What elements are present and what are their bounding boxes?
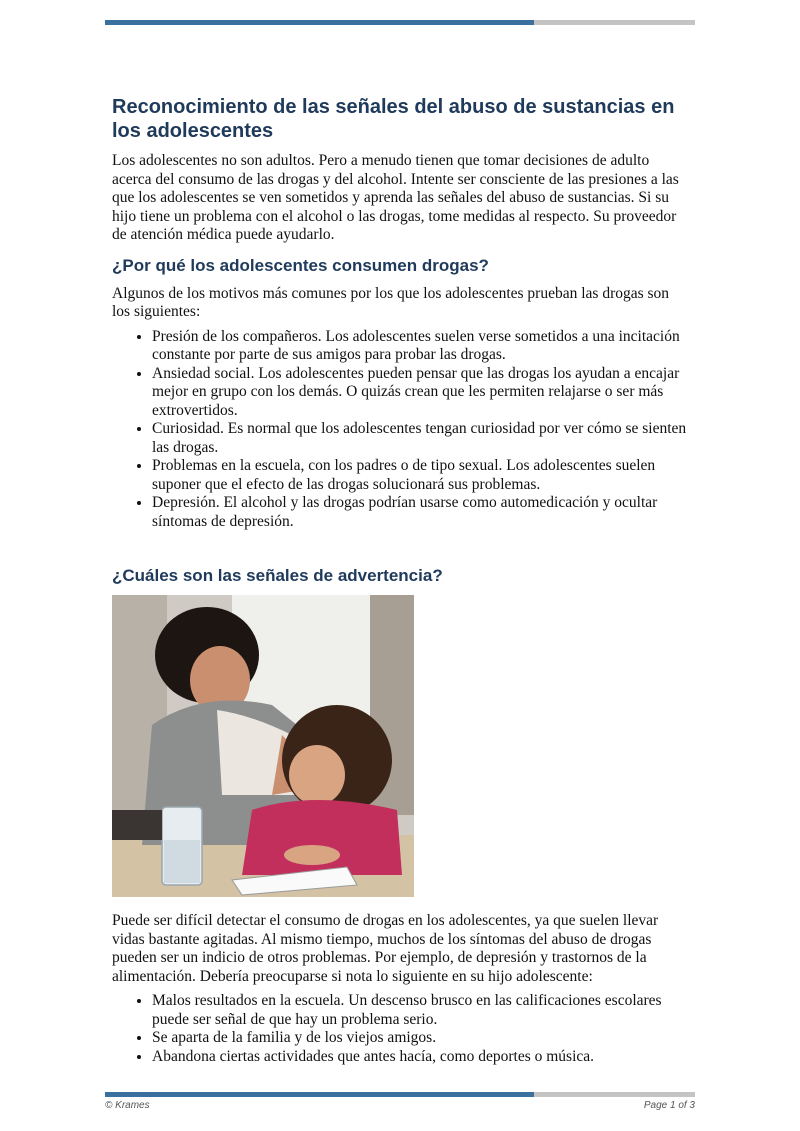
warning-signs-list — [112, 992, 688, 1066]
section-why-lead: Algunos de los motivos más comunes por los que los adolescentes prueban las drogas son los siguientes: — [112, 284, 670, 320]
top-progress-bar — [105, 20, 695, 25]
footer-copyright: © Krames — [105, 1100, 150, 1111]
footer-page-number: Page 1 of 3 — [643, 1100, 695, 1111]
reasons-list — [112, 328, 688, 532]
list-item: • Curiosidad. Es normal que los adolescentes tengan curiosidad por ver cómo se sienten las drogas. — [152, 420, 688, 457]
list-item: • Problemas en la escuela, con los padres o de tipo sexual. Los adolescentes suelen suponer que el efecto de las drogas solucionará sus problemas. — [152, 457, 688, 494]
list-item: • Ansiedad social. Los adolescentes pueden pensar que las drogas los ayudan a encajar mejor en grupo con los demás. O quizás crean que les permiten relajarse o ser más extrovertidos. — [152, 365, 688, 421]
page-title: Reconocimiento de las señales del abuso de sustancias en los adolescentes — [112, 96, 675, 142]
section-heading-warning-signs: ¿Cuáles son las señales de advertencia? — [112, 566, 443, 585]
list-item: • Abandona ciertas actividades que antes hacía, como deportes o música. — [152, 1048, 688, 1067]
list-item: • Malos resultados en la escuela. Un descenso brusco en las calificaciones escolares puede ser señal de que hay un problema serio. — [152, 992, 688, 1029]
photo-mother-and-daughter — [112, 595, 414, 897]
list-item: • Depresión. El alcohol y las drogas podrían usarse como automedicación y ocultar síntomas de depresión. — [152, 494, 688, 531]
document-body — [112, 95, 688, 1066]
list-item: • Se aparta de la familia y de los viejos amigos. — [152, 1029, 688, 1048]
section-warning-lead: Puede ser difícil detectar el consumo de drogas en los adolescentes, ya que suelen llevar vidas bastante agitadas. Al mismo tiempo, muchos de los síntomas del abuso de drogas pueden ser un indicio de otros problemas. Por ejemplo, de depresión y trastornos de la alimentación. Debería preocuparse si nota lo siguiente en su hijo adolescente: — [112, 912, 659, 985]
bottom-progress-bar — [105, 1092, 695, 1097]
section-heading-why: ¿Por qué los adolescentes consumen drogas? — [112, 255, 489, 275]
list-item: • Presión de los compañeros. Los adolescentes suelen verse sometidos a una incitación constante por parte de sus amigos para probar las drogas. — [152, 328, 688, 365]
intro-paragraph: Los adolescentes no son adultos. Pero a menudo tienen que tomar decisiones de adulto acerca del consumo de las drogas y del alcohol. Intente ser consciente de las presiones a las que los adolescentes se ven sometidos y aprenda las señales del abuso de sustancias. Si su hijo tiene un problema con el alcohol o las drogas, tome medidas al respecto. Su proveedor de atención médica puede ayudarlo. — [112, 152, 679, 243]
